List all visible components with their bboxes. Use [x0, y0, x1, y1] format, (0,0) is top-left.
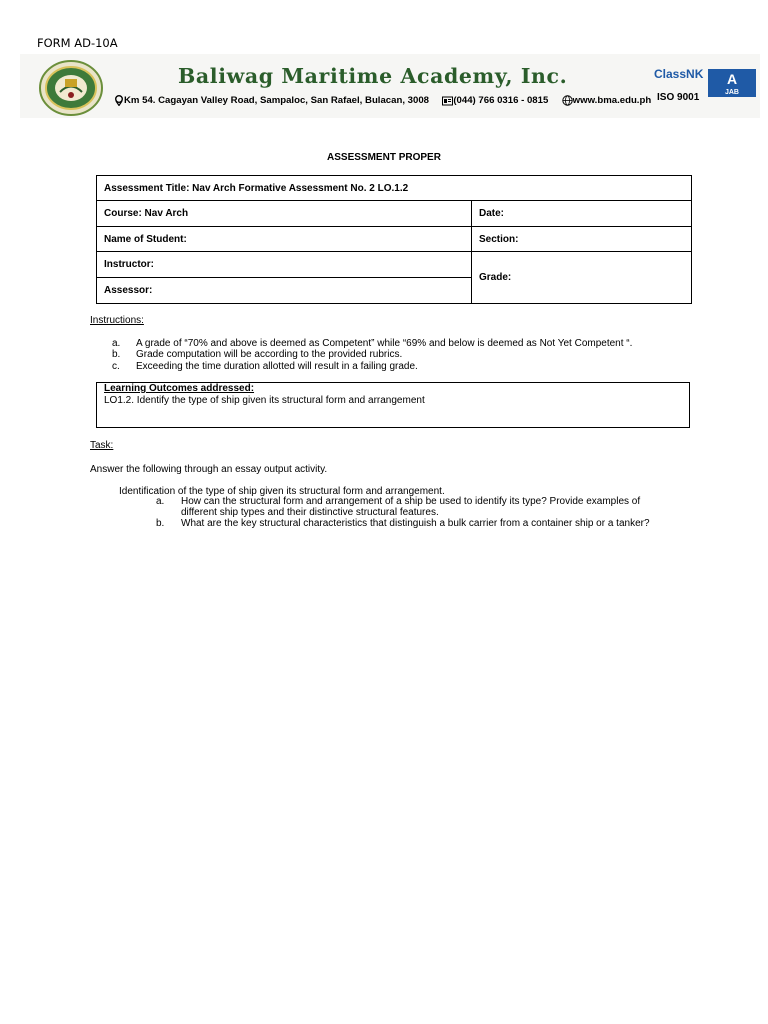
section-cell: Section: — [472, 227, 692, 252]
list-item — [112, 349, 632, 360]
learning-outcomes-text: LO1.2. Identify the type of ship given its structural form and arrangement — [104, 395, 425, 406]
list-text: How can the structural form and arrangement of a ship be used to identify its type? Provide examples of different ship types and their distinctive structural features. — [181, 496, 641, 518]
list-marker: b. — [112, 349, 121, 361]
phone-icon — [442, 96, 453, 106]
list-marker: a. — [156, 496, 165, 507]
jab-letter: A — [726, 71, 738, 87]
classnk-logo: ClassNK — [654, 67, 704, 81]
contact-line — [114, 95, 651, 106]
list-marker: a. — [112, 338, 121, 349]
assessor-cell: Assessor: — [97, 278, 472, 304]
instructor-cell: Instructor: — [97, 252, 472, 278]
document-title: ASSESSMENT PROPER — [327, 152, 441, 163]
list-item — [156, 519, 676, 530]
globe-icon — [562, 95, 573, 106]
list-text: Exceeding the time duration allotted will result in a failing grade. — [136, 360, 418, 372]
list-text: Grade computation will be according to the provided rubrics. — [136, 349, 403, 361]
course-cell: Course: Nav Arch — [97, 201, 472, 227]
task-questions-list — [156, 497, 676, 529]
task-lead: Identification of the type of ship given its structural form and arrangement. — [119, 486, 445, 497]
grade-cell: Grade: — [472, 252, 692, 304]
letterhead-banner — [20, 54, 760, 118]
phone-text: (044) 766 0316 - 0815 — [453, 95, 549, 107]
date-cell: Date: — [472, 201, 692, 227]
list-item — [156, 497, 676, 519]
address-text: Km 54. Cagayan Valley Road, Sampaloc, San Rafael, Bulacan, 3008 — [124, 95, 430, 107]
student-name-cell: Name of Student: — [97, 227, 472, 252]
website-text: www.bma.edu.ph — [572, 95, 652, 107]
jab-certification-logo — [708, 69, 756, 102]
instructions-label: Instructions: — [90, 315, 144, 326]
academy-name: Baliwag Maritime Academy, Inc. — [178, 64, 568, 88]
list-text: What are the key structural characteristics that distinguish a bulk carrier from a container ship or a tanker? — [181, 517, 650, 529]
instructions-list — [112, 338, 632, 372]
assessment-title-cell: Assessment Title: Nav Arch Formative Assessment No. 2 LO.1.2 — [97, 176, 692, 201]
list-item — [112, 338, 632, 349]
task-intro: Answer the following through an essay output activity. — [90, 464, 328, 475]
learning-outcomes-box — [96, 382, 690, 428]
location-pin-icon — [114, 95, 124, 106]
list-marker: b. — [156, 517, 165, 529]
learning-outcomes-heading: Learning Outcomes addressed: — [104, 383, 255, 394]
form-code: FORM AD-10A — [37, 36, 118, 50]
jab-text: JAB — [724, 89, 740, 96]
list-text: A grade of “70% and above is deemed as Competent” while “69% and below is deemed as Not Yet Competent “. — [136, 338, 633, 349]
iso-label: ISO 9001 — [657, 92, 700, 103]
assessment-info-table — [96, 175, 692, 304]
list-item — [112, 361, 632, 372]
academy-seal-logo — [38, 59, 104, 117]
list-marker: c. — [112, 360, 120, 372]
task-label: Task: — [90, 440, 114, 451]
